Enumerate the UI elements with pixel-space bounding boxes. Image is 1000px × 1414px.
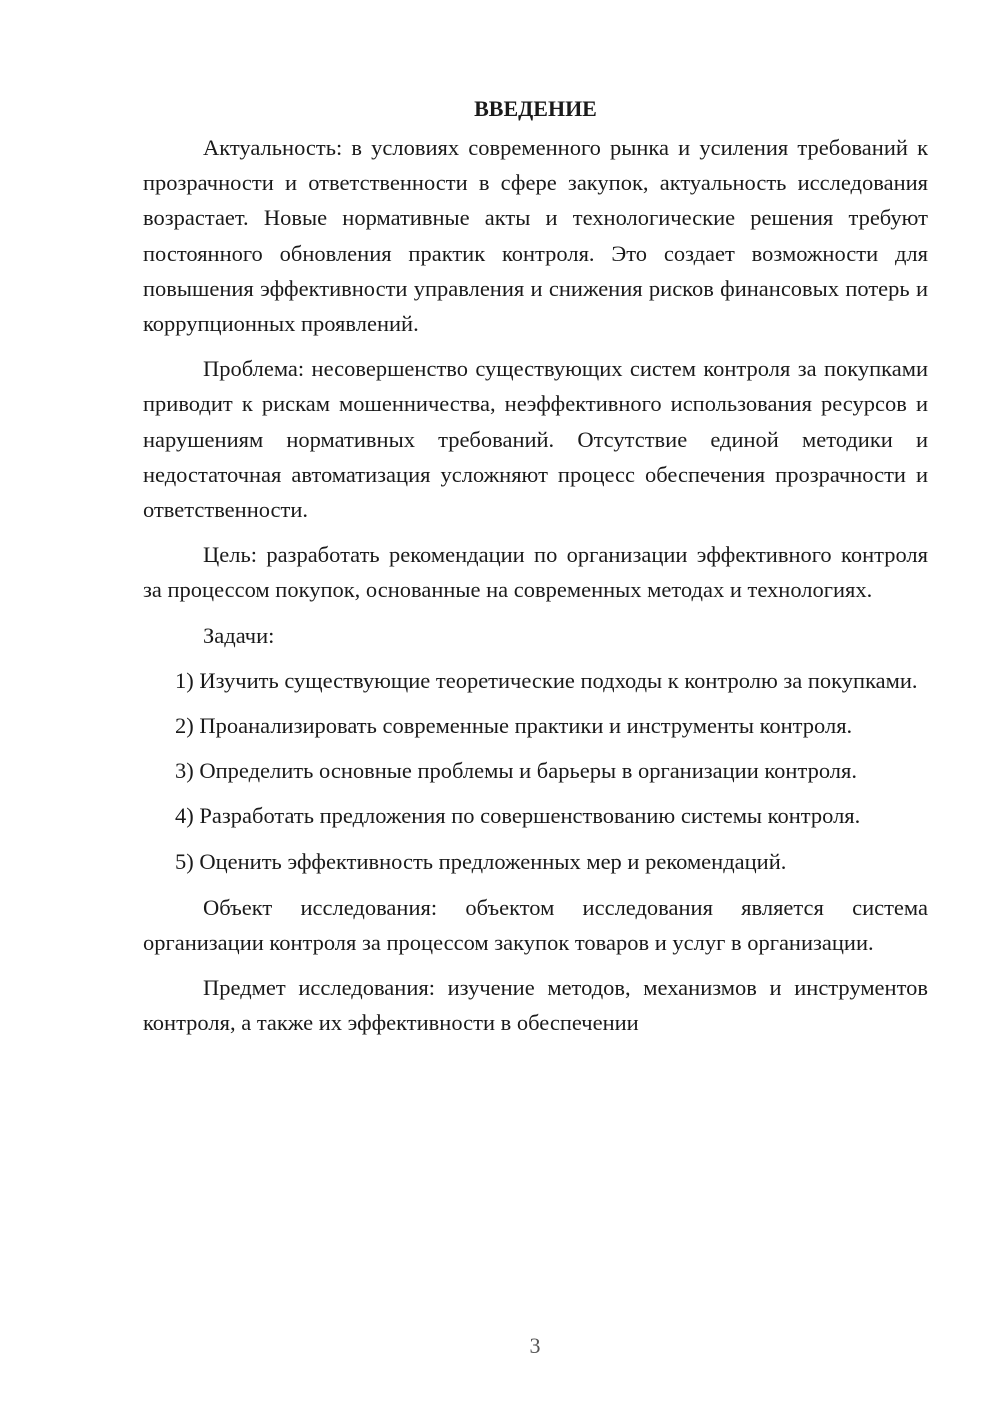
task-item-4: 4) Разработать предложения по совершенствованию системы контроля. <box>175 803 861 829</box>
paragraph-object: Объект исследования: объектом исследования является система организации контроля за процессом закупок товаров и услуг в организации. <box>143 894 928 956</box>
task-item-2: 2) Проанализировать современные практики и инструменты контроля. <box>175 713 853 739</box>
task-item-5: 5) Оценить эффективность предложенных мер и рекомендаций. <box>175 848 787 874</box>
task-item-1: 1) Изучить существующие теоретические подходы к контролю за покупками. <box>175 667 918 693</box>
section-title: ВВЕДЕНИЕ <box>474 96 597 121</box>
task-item-3: 3) Определить основные проблемы и барьеры в организации контроля. <box>175 758 857 784</box>
page-number: 3 <box>529 1333 541 1358</box>
paragraph-goal: Цель: разработать рекомендации по организации эффективного контроля за процессом покупок, основанные на современных методах и технологиях. <box>143 542 928 603</box>
paragraph-relevance: Актуальность: в условиях современного рынка и усиления требований к прозрачности и ответственности в сфере закупок, актуальность исследования возрастает. Новые нормативные акты и технологические решения требуют постоянного обновления практик контроля. Это создает возможности для повышения эффективности управления и снижения рисков финансовых потерь и коррупционных проявлений. <box>143 135 928 337</box>
paragraph-subject: Предмет исследования: изучение методов, механизмов и инструментов контроля, а также их эффективности в обеспечении <box>143 975 928 1036</box>
paragraph-problem: Проблема: несовершенство существующих систем контроля за покупками приводит к рискам мошенничества, неэффективного использования ресурсов и нарушениям нормативных требований. Отсутствие единой методики и недостаточная автоматизация усложняют процесс обеспечения прозрачности и ответственности. <box>143 356 928 523</box>
tasks-heading: Задачи: <box>203 622 275 648</box>
document-page <box>143 92 928 1051</box>
